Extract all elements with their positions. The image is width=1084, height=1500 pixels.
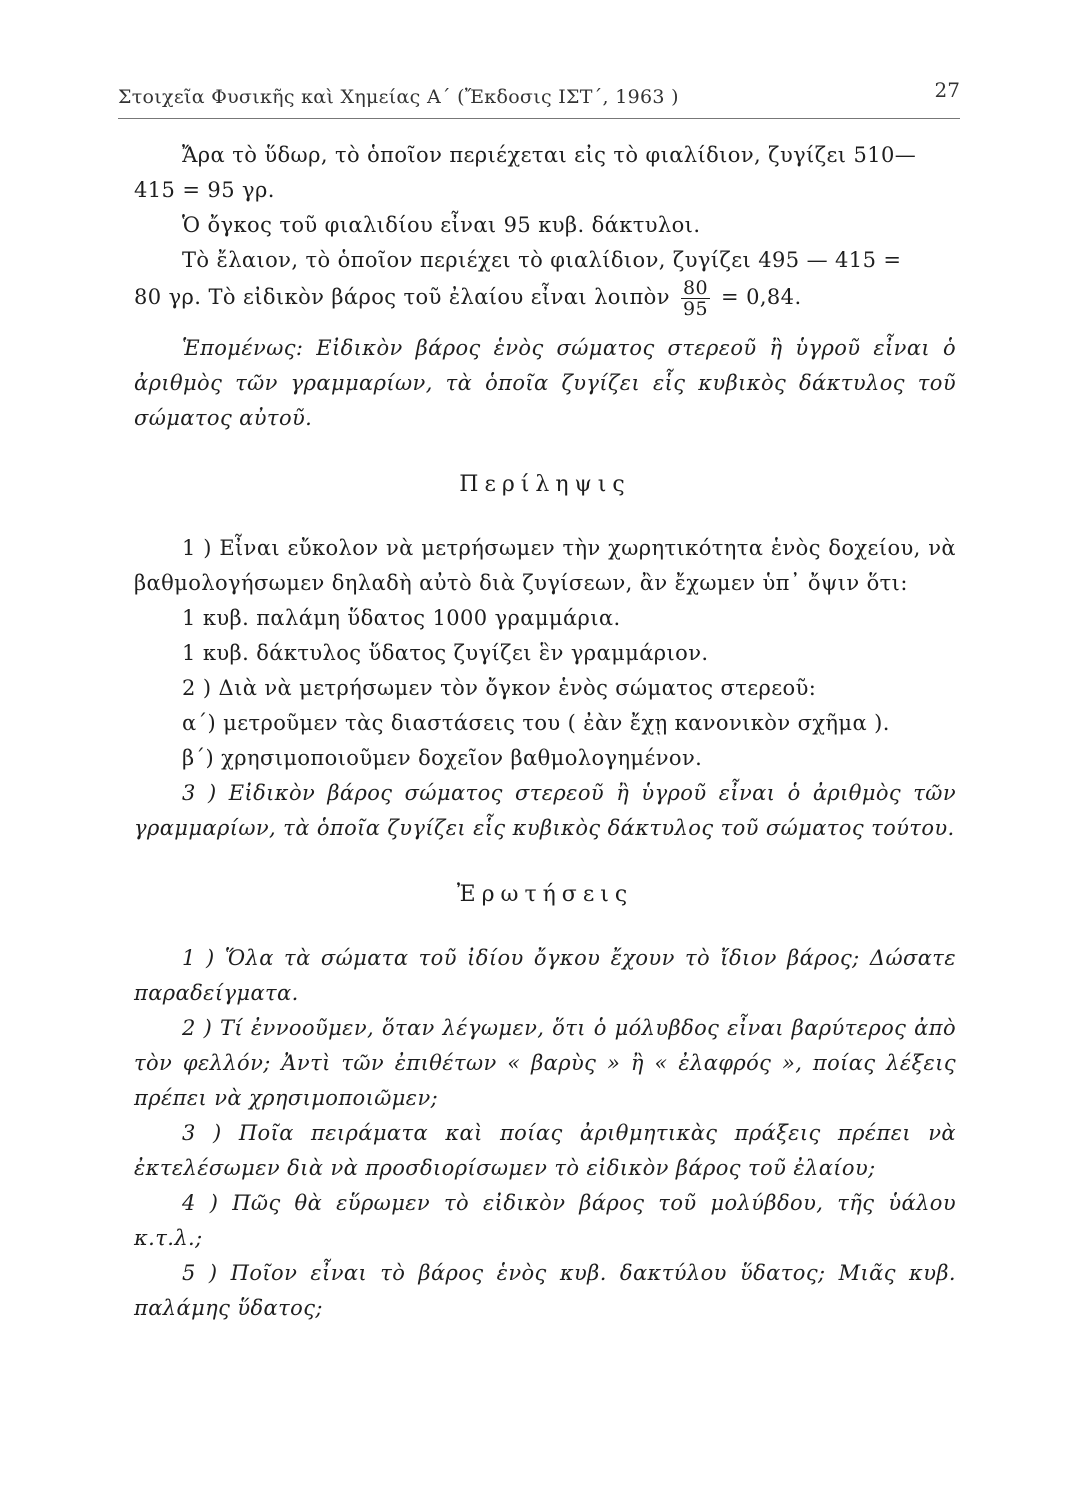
oil-weight-line: Τὸ ἔλαιον, τὸ ὁποῖον περιέχει τὸ φιαλίδιον, ζυγίζει 495 — 415 = (182, 248, 902, 272)
water-weight-line: Ἄρα τὸ ὕδωρ, τὸ ὁποῖον περιέχεται εἰς τὸ φιαλίδιον, ζυγίζει 510— (182, 143, 917, 167)
summary-item-1: 1 ) Εἶναι εὔκολον νὰ μετρήσωμεν τὴν χωρητικότητα ἑνὸς δοχείου, νὰ βαθμολογήσωμεν δηλαδὴ αὐτὸ διὰ ζυγίσεων, ἂν ἔχωμεν ὑπ᾿ ὄψιν ὅτι: (134, 536, 956, 595)
summary-item-3: 3 ) Εἰδικὸν βάρος σώματος στερεοῦ ἢ ὑγροῦ εἶναι ὁ ἀριθμὸς τῶν γραμμαρίων, τὰ ὁποῖα ζυγίζει εἷς κυβικὸς δάκτυλος τοῦ σώματος τούτου. (134, 781, 956, 840)
fraction (681, 278, 710, 319)
volume-line: Ὁ ὄγκος τοῦ φιαλιδίου εἶναι 95 κυβ. δάκτυλοι. (182, 213, 701, 237)
conclusion-paragraph: Ἑπομένως: Εἰδικὸν βάρος ἑνὸς σώματος στερεοῦ ἢ ὑγροῦ εἶναι ὁ ἀριθμὸς τῶν γραμμαρίων, τὰ ὁποῖα ζυγίζει εἷς κυβικὸς δάκτυλος τοῦ σώματος αὐτοῦ. (134, 336, 956, 430)
question-3: 3 ) Ποῖα πειράματα καὶ ποίας ἀριθμητικὰς πράξεις πρέπει νὰ ἐκτελέσωμεν διὰ νὰ προσδιορίσωμεν τὸ εἰδικὸν βάρος τοῦ ἐλαίου; (134, 1121, 956, 1180)
running-header (118, 78, 960, 119)
summary-item-1a: 1 κυβ. παλάμη ὕδατος 1000 γραμμάρια. (182, 606, 621, 630)
header-title: Στοιχεῖα Φυσικῆς καὶ Χημείας Α΄ (Ἔκδοσις ΙΣΤ΄, 1963 ) (118, 86, 679, 108)
specific-gravity-result: = 0,84. (721, 285, 802, 309)
question-4: 4 ) Πῶς θὰ εὕρωμεν τὸ εἰδικὸν βάρος τοῦ μολύβδου, τῆς ὑάλου κ.τ.λ.; (134, 1191, 956, 1250)
question-1: 1 ) Ὅλα τὰ σώματα τοῦ ἰδίου ὄγκου ἔχουν τὸ ἴδιον βάρος; Δώσατε παραδείγματα. (134, 946, 956, 1005)
specific-gravity-line (134, 278, 956, 319)
question-5: 5 ) Ποῖον εἶναι τὸ βάρος ἑνὸς κυβ. δακτύλου ὕδατος; Μιᾶς κυβ. παλάμης ὕδατος; (134, 1261, 956, 1320)
summary-item-2b: β΄) χρησιμοποιοῦμεν δοχεῖον βαθμολογημένον. (182, 746, 703, 770)
fraction-denominator: 95 (682, 298, 708, 320)
fraction-numerator: 80 (682, 277, 708, 299)
specific-gravity-text: 80 γρ. Τὸ εἰδικὸν βάρος τοῦ ἐλαίου εἶναι λοιπὸν (134, 285, 670, 309)
question-2: 2 ) Τί ἐννοοῦμεν, ὅταν λέγωμεν, ὅτι ὁ μόλυβδος εἶναι βαρύτερος ἀπὸ τὸν φελλόν; Ἀντὶ τῶν ἐπιθέτων « βαρὺς » ἢ « ἐλαφρός », ποίας λέξεις πρέπει νὰ χρησιμοποιῶμεν; (134, 1016, 956, 1110)
summary-item-2: 2 ) Διὰ νὰ μετρήσωμεν τὸν ὄγκον ἑνὸς σώματος στερεοῦ: (182, 676, 817, 700)
questions-heading: Ἐρωτήσεις (456, 882, 634, 907)
summary-item-2a: α΄) μετροῦμεν τὰς διαστάσεις του ( ἐὰν ἔχῃ κανονικὸν σχῆμα ). (182, 711, 890, 735)
summary-item-1b: 1 κυβ. δάκτυλος ὕδατος ζυγίζει ἓν γραμμάριον. (182, 641, 709, 665)
page-body (134, 138, 956, 1326)
page-number: 27 (934, 78, 960, 102)
water-weight-result: 415 = 95 γρ. (134, 178, 275, 202)
summary-heading: Περίληψις (459, 472, 631, 497)
